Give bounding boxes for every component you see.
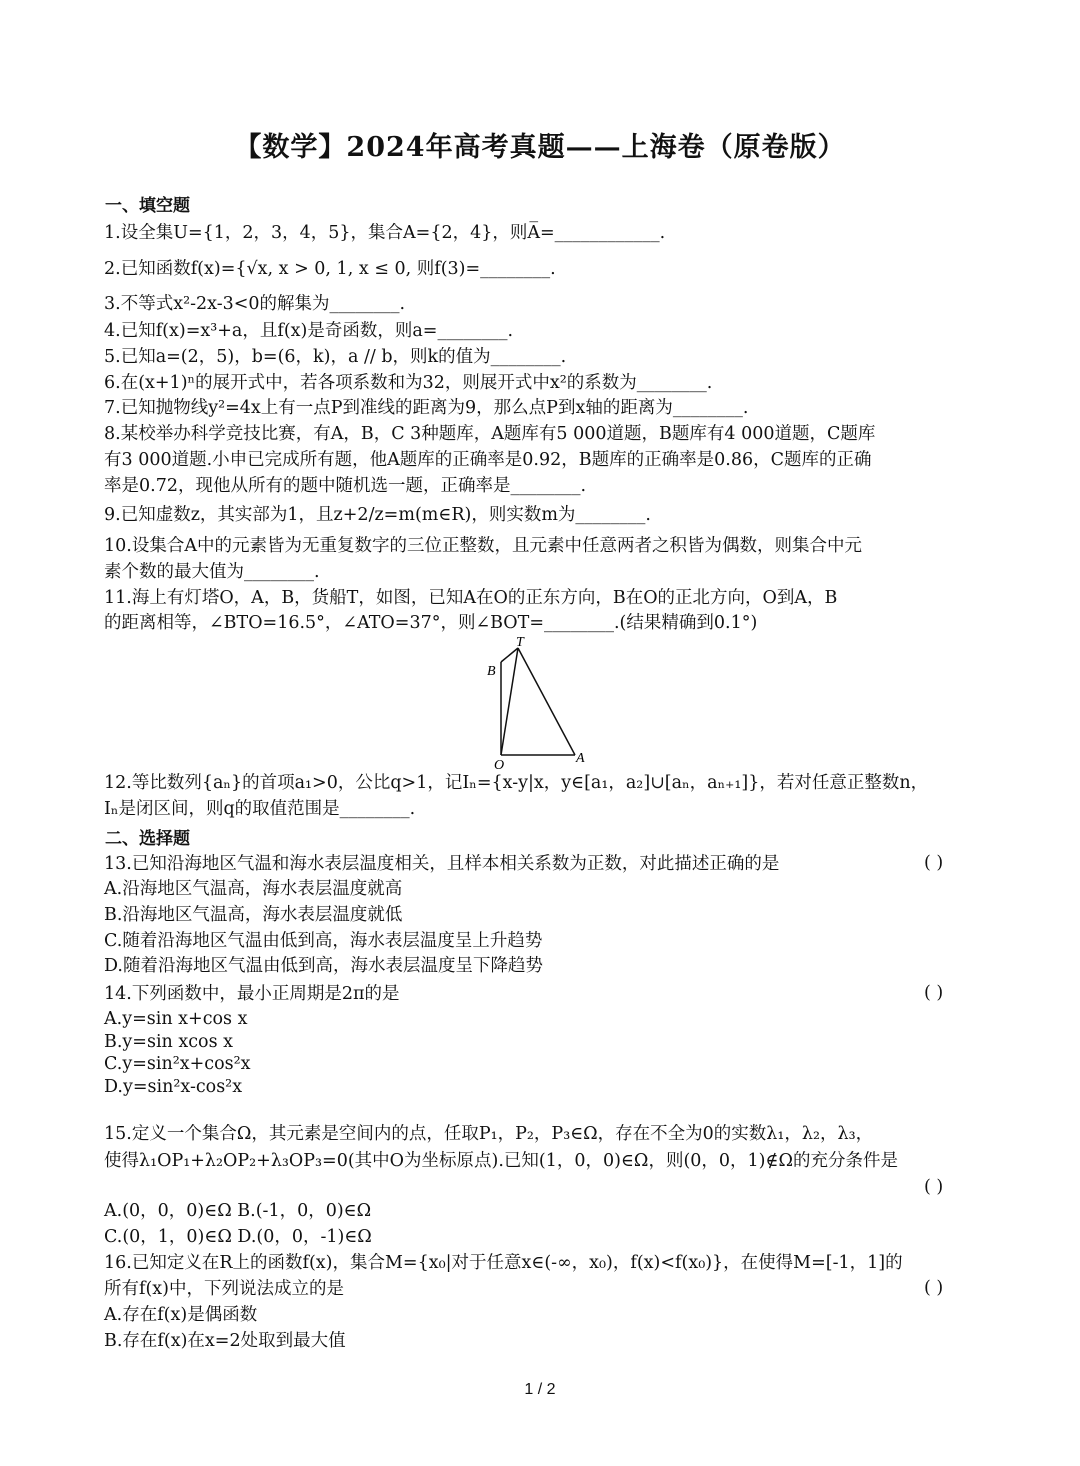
q13-option-a: A.沿海地区气温高，海水表层温度就高 bbox=[104, 879, 403, 899]
q8-line2: 有3 000道题.小申已完成所有题，他A题库的正确率是0.92，B题库的正确率是0.86，C题库的正确 bbox=[104, 450, 872, 470]
q15-options-ab: A.(0，0，0)∈Ω B.(-1，0，0)∈Ω bbox=[104, 1201, 372, 1221]
q10-line1: 10.设集合A中的元素皆为无重复数字的三位正整数，且元素中任意两者之积皆为偶数，则集合中元 bbox=[104, 536, 862, 556]
q11-figure bbox=[480, 632, 600, 772]
q16-answer-paren: ( ) bbox=[924, 1278, 944, 1298]
q14-option-d: D.y=sin²x-cos²x bbox=[104, 1077, 243, 1097]
section-choice: 二、选择题 bbox=[105, 829, 190, 849]
q14-option-b: B.y=sin xcos x bbox=[104, 1032, 234, 1052]
q11-line1: 11.海上有灯塔O，A，B，货船T，如图，已知A在O的正东方向，B在O的正北方向，O到A，B bbox=[104, 588, 838, 608]
figure-label-O: O bbox=[494, 758, 505, 772]
page-title: 【数学】2024年高考真题——上海卷（原卷版） bbox=[234, 132, 846, 163]
q16-option-b: B.存在f(x)在x=2处取到最大值 bbox=[104, 1331, 346, 1351]
q13-option-c: C.随着沿海地区气温由低到高，海水表层温度呈上升趋势 bbox=[104, 931, 543, 951]
q8-line1: 8.某校举办科学竞技比赛，有A，B，C 3种题库，A题库有5 000道题，B题库有4 000道题，C题库 bbox=[104, 424, 876, 444]
q15-options-cd: C.(0，1，0)∈Ω D.(0，0，-1)∈Ω bbox=[104, 1227, 372, 1247]
q16-line2: 所有f(x)中，下列说法成立的是 bbox=[104, 1279, 345, 1299]
q4: 4.已知f(x)=x³+a，且f(x)是奇函数，则a=________. bbox=[104, 321, 514, 341]
q13: 13.已知沿海地区气温和海水表层温度相关，且样本相关系数为正数，对此描述正确的是 bbox=[104, 854, 780, 874]
q14-answer-paren: ( ) bbox=[924, 983, 944, 1003]
q13-answer-paren: ( ) bbox=[924, 853, 944, 873]
q16-option-a: A.存在f(x)是偶函数 bbox=[104, 1305, 258, 1325]
q14-option-c: C.y=sin²x+cos²x bbox=[104, 1054, 251, 1074]
page-number: 1 / 2 bbox=[524, 1381, 556, 1398]
q7: 7.已知抛物线y²=4x上有一点P到准线的距离为9，那么点P到x轴的距离为________. bbox=[104, 398, 749, 418]
q14-option-a: A.y=sin x+cos x bbox=[104, 1009, 248, 1029]
figure-label-A: A bbox=[576, 751, 585, 766]
q11-line2: 的距离相等，∠BTO=16.5°，∠ATO=37°，则∠BOT=________.(结果精确到0.1°) bbox=[104, 613, 758, 633]
q14: 14.下列函数中，最小正周期是2π的是 bbox=[104, 984, 400, 1004]
q13-option-d: D.随着沿海地区气温由低到高，海水表层温度呈下降趋势 bbox=[104, 956, 543, 976]
q9: 9.已知虚数z，其实部为1，且z+2/z=m(m∈R)，则实数m为________. bbox=[104, 505, 651, 525]
q6: 6.在(x+1)ⁿ的展开式中，若各项系数和为32，则展开式中x²的系数为________. bbox=[104, 373, 713, 393]
figure-label-T: T bbox=[516, 635, 524, 650]
q15-answer-paren: ( ) bbox=[924, 1177, 944, 1197]
figure-label-B: B bbox=[487, 664, 496, 679]
q15-line1: 15.定义一个集合Ω，其元素是空间内的点，任取P₁，P₂，P₃∈Ω，存在不全为0的实数λ₁，λ₂，λ₃， bbox=[104, 1124, 874, 1144]
q5: 5.已知a=(2，5)，b=(6，k)，a // b，则k的值为________. bbox=[104, 347, 567, 367]
q10-line2: 素个数的最大值为________. bbox=[104, 562, 320, 582]
q13-option-b: B.沿海地区气温高，海水表层温度就低 bbox=[104, 905, 403, 925]
q12-line1: 12.等比数列{aₙ}的首项a₁>0，公比q>1，记Iₙ={x-y|x，y∈[a₁，a₂]∪[aₙ，aₙ₊₁]}，若对任意正整数n， bbox=[104, 773, 929, 793]
q8-line3: 率是0.72，现他从所有的题中随机选一题，正确率是________. bbox=[104, 476, 587, 496]
q16-line1: 16.已知定义在R上的函数f(x)，集合M={x₀|对于任意x∈(-∞，x₀)，f(x)<f(x₀)}，在使得M=[-1，1]的 bbox=[104, 1253, 903, 1273]
q12-line2: Iₙ是闭区间，则q的取值范围是________. bbox=[104, 799, 416, 819]
q1: 1.设全集U={1，2，3，4，5}，集合A={2，4}，则A̅=____________. bbox=[104, 223, 666, 243]
q15-line2: 使得λ₁OP₁+λ₂OP₂+λ₃OP₃=0(其中O为坐标原点).已知(1，0，0)∈Ω，则(0，0，1)∉Ω的充分条件是 bbox=[104, 1151, 898, 1171]
q2: 2.已知函数f(x)={√x, x > 0, 1, x ≤ 0, 则f(3)=________. bbox=[104, 259, 556, 279]
q3: 3.不等式x²-2x-3<0的解集为________. bbox=[104, 294, 406, 314]
section-fill-blank: 一、填空题 bbox=[105, 196, 190, 216]
